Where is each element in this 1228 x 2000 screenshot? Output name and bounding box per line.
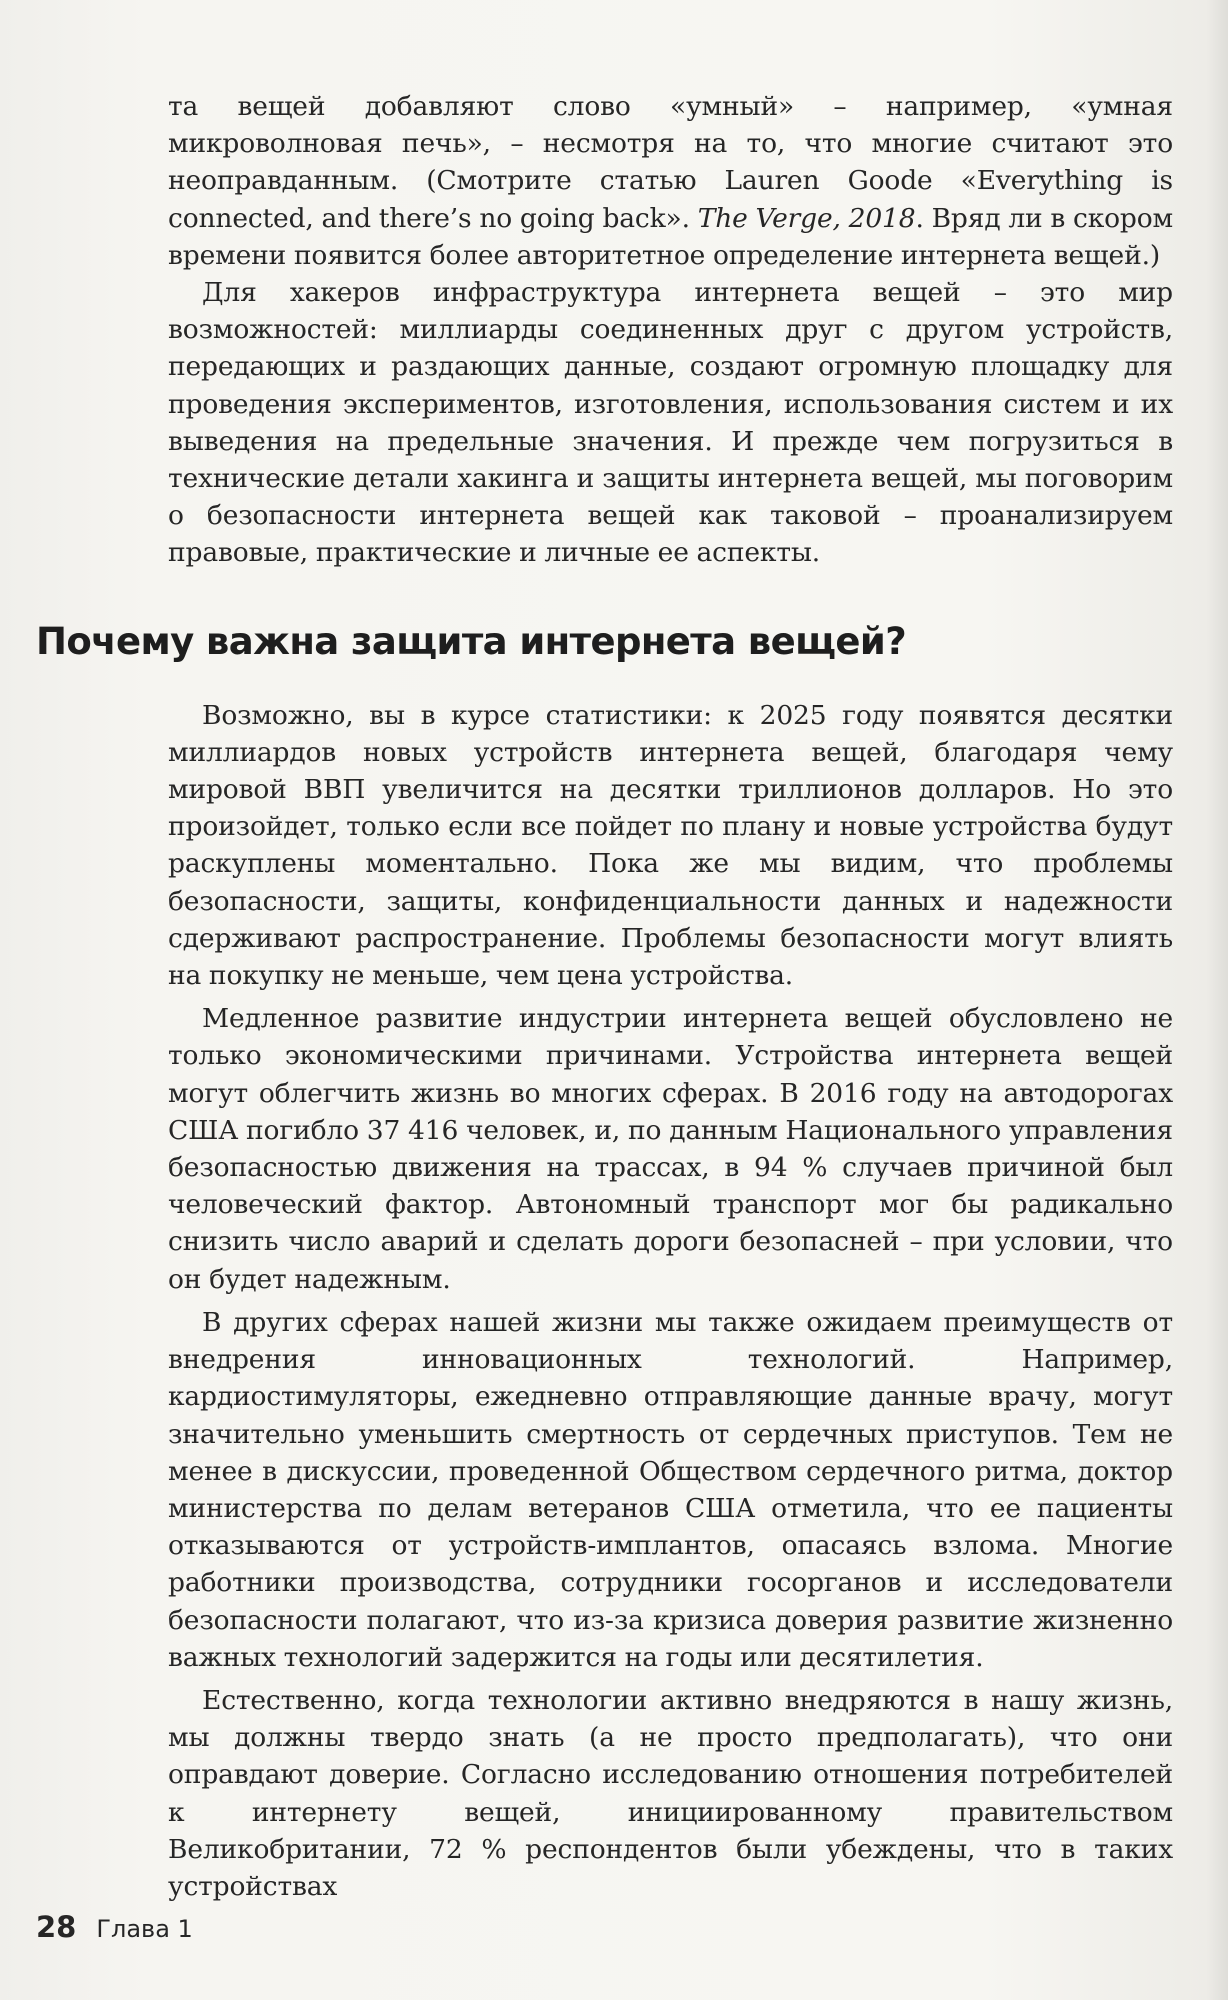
page-content <box>36 88 1174 1905</box>
paragraph-text: та вещей добавляют слово «умный» – например, «умная микроволновая печь», – несмотря на то, что многие считают это неоправданным. (Смотрите статью Lauren Goode «Everything is connected, and there’s no going back». <box>168 91 1173 234</box>
paragraph: В других сферах нашей жизни мы также ожидаем преимуществ от внедрения инновационных технологий. Например, кардиостимуляторы, ежедневно отправляющие данные врачу, могут значительно уменьшить смертность от сердечных приступов. Тем не менее в дискуссии, проведенной Обществом сердечного ритма, доктор министерства по делам ветеранов США отметила, что ее пациенты отказываются от устройств-имплантов, опасаясь взлома. Многие работники производства, сотрудники госорганов и исследователи безопасности полагают, что из-за кризиса доверия развитие жизненно важных технологий задержится на годы или десятилетия. <box>168 1306 1173 1673</box>
paragraph-continued <box>168 88 1173 274</box>
paragraph: Для хакеров инфраструктура интернета вещей – это мир возможностей: миллиарды соединенных друг с другом устройств, передающих и раздающих данные, создают огромную площадку для проведения экспериментов, изготовления, использования систем и их выведения на предельные значения. И прежде чем погрузиться в технические детали хакинга и защиты интернета вещей, мы поговорим о безопасности интернета вещей как таковой – проанализируем правовые, практические и личные ее аспекты. <box>168 277 1173 569</box>
chapter-label: Глава 1 <box>96 1915 193 1943</box>
section-heading: Почему важна защита интернета вещей? <box>36 619 907 663</box>
paragraph-text: . Вряд ли в скором времени появится более авторитетное определение интернета вещей.) <box>168 202 1174 271</box>
binding-shadow <box>1206 0 1228 2000</box>
paragraph: Естественно, когда технологии активно внедряются в нашу жизнь, мы должны твердо знать (а не просто предполагать), что они оправдают доверие. Согласно исследованию отношения потребителей к интернету вещей, инициированному правительством Великобритании, 72 % респондентов были убеждены, что в таких устройствах <box>168 1684 1173 1902</box>
page-footer <box>36 1910 193 1944</box>
paragraph: Возможно, вы в курсе статистики: к 2025 году появятся десятки миллиардов новых устройств интернета вещей, благодаря чему мировой ВВП увеличится на десятки триллионов долларов. Но это произойдет, только если все пойдет по плану и новые устройства будут раскуплены моментально. Пока же мы видим, что проблемы безопасности, защиты, конфиденциальности данных и надежности сдерживают распространение. Проблемы безопасности могут влиять на покупку не меньше, чем цена устройства. <box>168 699 1173 992</box>
source-italic: The Verge, 2018 <box>697 202 916 234</box>
paragraph: Медленное развитие индустрии интернета вещей обусловлено не только экономическими причинами. Устройства интернета вещей могут облегчить жизнь во многих сферах. В 2016 году на автодорогах США погибло 37 416 человек, и, по данным Национального управления безопасностью движения на трассах, в 94 % случаев причиной был человеческий фактор. Автономный транспорт мог бы радикально снизить число аварий и сделать дороги безопасней – при условии, что он будет надежным. <box>168 1003 1173 1295</box>
page-number: 28 <box>36 1910 77 1944</box>
